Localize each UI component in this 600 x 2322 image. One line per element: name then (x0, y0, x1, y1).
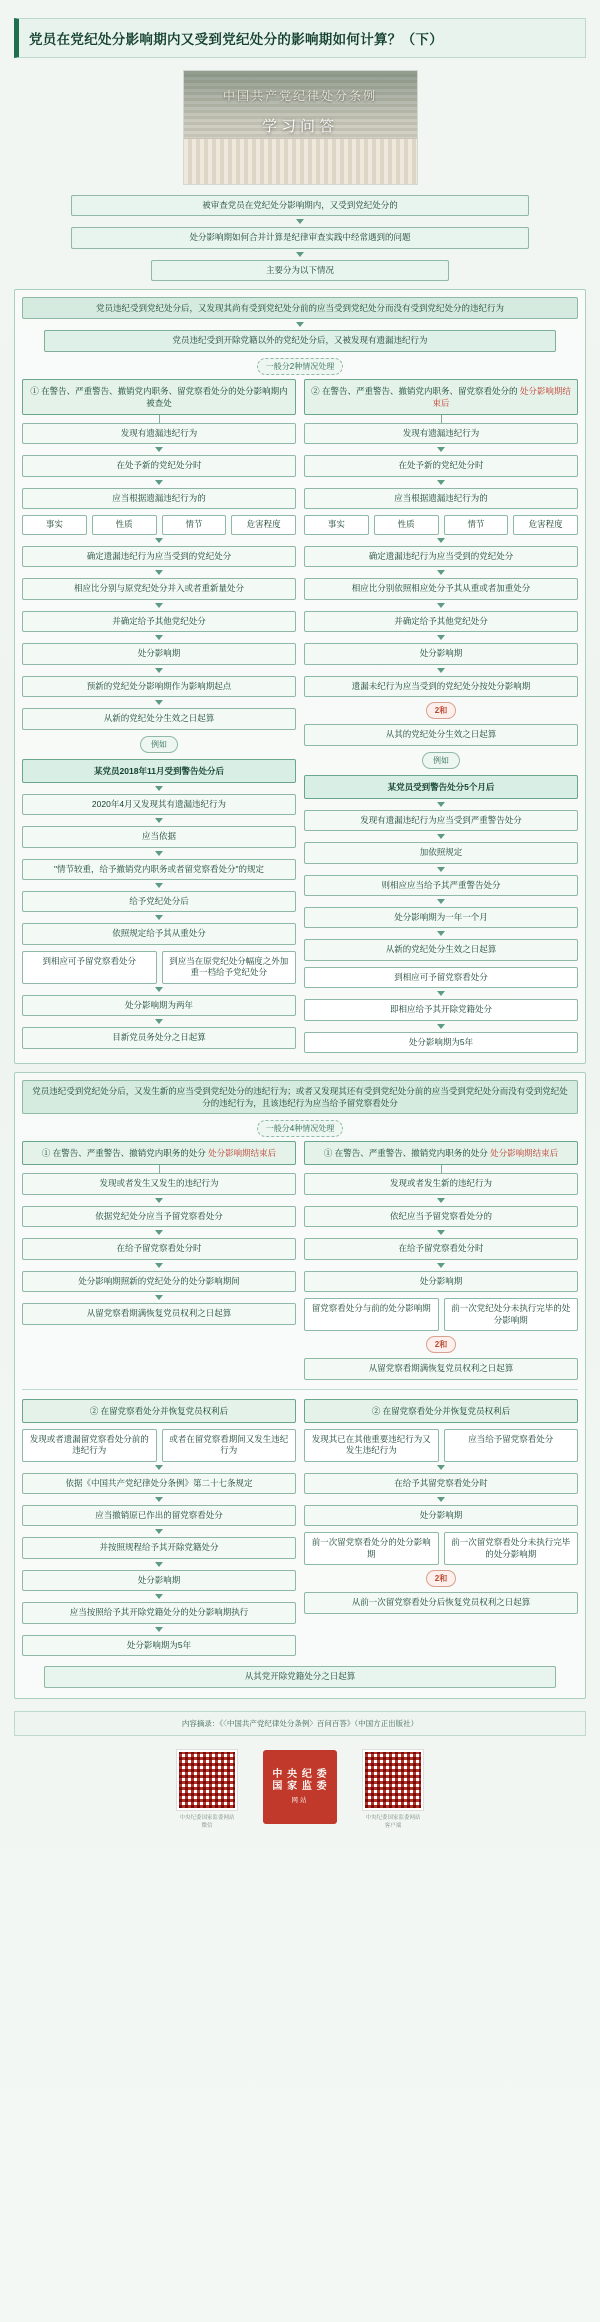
row-two-right-split-1: 发现其已在其他重要违纪行为又发生违纪行为 (304, 1429, 439, 1462)
left-after-3: 并确定给予其他党纪处分 (22, 611, 296, 632)
right-case-head: 某党员受到警告处分5个月后 (304, 775, 578, 799)
left-factor-1: 事实 (22, 515, 87, 534)
arrow-icon (437, 991, 445, 996)
intro-line-1: 被审查党员在党纪处分影响期内，又受到党纪处分的 (71, 195, 529, 216)
right-case-tail-2: 即相应给予其开除党籍处分 (304, 999, 578, 1020)
arrow-icon (155, 987, 163, 992)
arrow-icon (155, 1295, 163, 1300)
left-after-5: 预新的党纪处分影响期作为影响期起点 (22, 676, 296, 697)
row-one-left-step-3: 在给予留党察看处分时 (22, 1238, 296, 1259)
row-one-left-head-text: ① 在警告、严重警告、撤销党内职务的处分 (41, 1148, 206, 1159)
hero-line-1: 中国共产党纪律处分条例 (222, 89, 377, 103)
arrow-icon (155, 1230, 163, 1235)
left-step-3: 应当根据遗漏违纪行为的 (22, 488, 296, 509)
left-factor-2: 性质 (92, 515, 157, 534)
left-factor-row (22, 515, 296, 534)
right-branch-head-highlight: 处分影响期结束后 (432, 385, 571, 408)
section-two-row-one (22, 1141, 578, 1379)
row-two-left-step-1: 依据《中国共产党纪律处分条例》第二十七条规定 (22, 1473, 296, 1494)
right-after-1: 确定遗漏违纪行为应当受到的党纪处分 (304, 546, 578, 567)
row-two-right-sum-badge: 2和 (426, 1570, 456, 1587)
left-factor-3: 情节 (162, 515, 227, 534)
row-two-right-split (304, 1429, 578, 1462)
qr-left-caption: 中央纪委国家监委网站微信 (179, 1814, 235, 1829)
book-cover-image (183, 70, 418, 185)
arrow-icon (155, 818, 163, 823)
row-one-right-head-text: ① 在警告、严重警告、撤销党内职务的处分 (323, 1148, 488, 1159)
left-step-1: 发现有遗漏违纪行为 (22, 423, 296, 444)
row-one-left-step-4: 处分影响期照新的党纪处分的处分影响期间 (22, 1271, 296, 1292)
arrow-icon (437, 899, 445, 904)
arrow-icon (155, 668, 163, 673)
row-one-right-step-4: 处分影响期 (304, 1271, 578, 1292)
right-after-5: 遗漏未纪行为应当受到的党纪处分按处分影响期 (304, 676, 578, 697)
section-one-columns (22, 379, 578, 1053)
right-case-step-4: 处分影响期为一年一个月 (304, 907, 578, 928)
right-factor-row (304, 515, 578, 534)
arrow-icon (437, 1465, 445, 1470)
arrow-icon (155, 1529, 163, 1534)
right-after-3: 并确定给予其他党纪处分 (304, 611, 578, 632)
right-case-tail-3: 处分影响期为5年 (304, 1032, 578, 1053)
arrow-icon (155, 700, 163, 705)
left-case-split-1: 到相应可予留党察看处分 (22, 951, 157, 984)
hero-line-2: 学习问答 (261, 119, 338, 135)
left-after-2: 相应比分别与原党纪处分并入或者重新量处分 (22, 578, 296, 599)
right-after-2: 相应比分别依照相应处分予其从重或者加重处分 (304, 578, 578, 599)
row-two-right-step-1: 在给予其留党察看处分时 (304, 1473, 578, 1494)
section-one-right-branch (304, 379, 578, 1053)
source-note: 内容摘录：《〈中国共产党纪律处分条例〉百问百答》（中国方正出版社） (14, 1711, 586, 1736)
qr-code-icon[interactable] (177, 1750, 237, 1810)
left-case-split-2: 到应当在原党纪处分幅度之外加重一档给予党纪处分 (162, 951, 297, 984)
row-two-right-split-2: 应当给予留党察看处分 (444, 1429, 579, 1462)
arrow-icon (437, 931, 445, 936)
arrow-icon (155, 1198, 163, 1203)
qr-code-icon[interactable] (363, 1750, 423, 1810)
row-two-left-head: ② 在留党察看处分并恢复党员权利后 (22, 1399, 296, 1423)
arrow-icon (155, 1627, 163, 1632)
row-two-right-head: ② 在留党察看处分并恢复党员权利后 (304, 1399, 578, 1423)
right-case-step-2: 加依照规定 (304, 842, 578, 863)
arrow-icon (296, 322, 304, 327)
row-two-left-step-3: 并按照规程给予其开除党籍处分 (22, 1537, 296, 1558)
footer-logos (14, 1750, 586, 1829)
section-two-row-two (22, 1399, 578, 1657)
qr-code-left[interactable] (177, 1750, 237, 1829)
qr-code-right[interactable] (363, 1750, 423, 1829)
row-one-right-head-highlight: 处分影响期结束后 (490, 1148, 559, 1159)
right-factor-4: 危害程度 (513, 515, 578, 534)
left-step-2: 在处予新的党纪处分时 (22, 455, 296, 476)
section-one-tag: 一般分2种情况处理 (257, 358, 343, 375)
intro-line-2: 处分影响期如何合并计算是纪律审查实践中经常遇到的问题 (71, 227, 529, 248)
row-one-left-branch (22, 1141, 296, 1379)
row-one-right-step-1: 发现或者发生新的违纪行为 (304, 1173, 578, 1194)
arrow-icon (155, 1562, 163, 1567)
emblem-line-1: 中 央 纪 委 (272, 1768, 328, 1780)
right-case-step-3: 则相应应当给予其严重警告处分 (304, 875, 578, 896)
right-step-3: 应当根据遗漏违纪行为的 (304, 488, 578, 509)
right-case-step-5: 从新的党纪处分生效之日起算 (304, 939, 578, 960)
row-one-right-split (304, 1298, 578, 1331)
arrow-icon (437, 480, 445, 485)
row-one-right-branch (304, 1141, 578, 1379)
arrow-icon (437, 668, 445, 673)
row-two-left-step-6: 处分影响期为5年 (22, 1635, 296, 1656)
left-factor-4: 危害程度 (231, 515, 296, 534)
row-two-right-split-b (304, 1532, 578, 1565)
row-two-right-branch (304, 1399, 578, 1657)
arrow-icon (437, 538, 445, 543)
right-case-tail-1: 到相应可予留党察看处分 (304, 967, 578, 988)
right-branch-head (304, 379, 578, 415)
section-two-tag: 一般分4种情况处理 (257, 1120, 343, 1137)
right-after-4: 处分影响期 (304, 643, 578, 664)
section-one (14, 289, 586, 1064)
row-one-left-step-2: 依据党纪处分应当予留党察看处分 (22, 1206, 296, 1227)
section-one-subtitle: 党员违纪受到开除党籍以外的党纪处分后，又被发现有遗漏违纪行为 (44, 330, 556, 351)
arrow-icon (155, 851, 163, 856)
left-case-tail-1: 处分影响期为两年 (22, 995, 296, 1016)
arrow-icon (155, 1019, 163, 1024)
arrow-icon (155, 1263, 163, 1268)
left-after-6: 从新的党纪处分生效之日起算 (22, 708, 296, 729)
row-one-right-split-1: 留党察看处分与前的处分影响期 (304, 1298, 439, 1331)
left-case-step-2: 应当依据 (22, 826, 296, 847)
arrow-icon (296, 219, 304, 224)
row-two-right-split-b-1: 前一次留党察看处分的处分影响期 (304, 1532, 439, 1565)
row-one-right-split-2: 前一次党纪处分未执行完毕的处分影响期 (444, 1298, 579, 1331)
section-two-footer-tail: 从其党开除党籍处分之日起算 (44, 1666, 556, 1687)
arrow-icon (437, 635, 445, 640)
row-one-right-sum-badge: 2和 (426, 1336, 456, 1353)
left-example-label: 例如 (140, 736, 178, 753)
arrow-icon (155, 635, 163, 640)
arrow-icon (437, 447, 445, 452)
arrow-icon (155, 1497, 163, 1502)
left-case-step-5: 依照规定给予其从重处分 (22, 923, 296, 944)
row-one-left-step-1: 发现或者发生又发生的违纪行为 (22, 1173, 296, 1194)
arrow-icon (437, 603, 445, 608)
row-two-right-step-2: 处分影响期 (304, 1505, 578, 1526)
row-one-right-step-3: 在给予留党察看处分时 (304, 1238, 578, 1259)
arrow-icon (437, 1198, 445, 1203)
row-two-right-split-b-2: 前一次留党察看处分未执行完毕的处分影响期 (444, 1532, 579, 1565)
row-two-left-step-5: 应当按照给予其开除党籍处分的处分影响期执行 (22, 1602, 296, 1623)
left-case-step-3: "情节较重，给予撤销党内职务或者留党察看处分"的规定 (22, 859, 296, 880)
arrow-icon (437, 1024, 445, 1029)
arrow-icon (155, 915, 163, 920)
right-factor-1: 事实 (304, 515, 369, 534)
left-case-step-1: 2020年4月又发现其有遗漏违纪行为 (22, 794, 296, 815)
left-after-4: 处分影响期 (22, 643, 296, 664)
arrow-icon (437, 1497, 445, 1502)
arrow-icon (155, 538, 163, 543)
right-factor-3: 情节 (444, 515, 509, 534)
arrow-icon (437, 570, 445, 575)
left-after-1: 确定遗漏违纪行为应当受到的党纪处分 (22, 546, 296, 567)
left-case-step-4: 给予党纪处分后 (22, 891, 296, 912)
left-case-head: 某党员2018年11月受到警告处分后 (22, 759, 296, 783)
section-one-title: 党员违纪受到党纪处分后，又发现其尚有受到党纪处分前的应当受到党纪处分而没有受到党纪处分的违纪行为 (22, 297, 578, 319)
right-tail: 从其的党纪处分生效之日起算 (304, 724, 578, 745)
arrow-icon (296, 252, 304, 257)
row-one-left-step-5: 从留党察看期满恢复党员权利之日起算 (22, 1303, 296, 1324)
row-one-left-head (22, 1141, 296, 1165)
right-sum-badge: 2和 (426, 702, 456, 719)
left-case-split (22, 951, 296, 984)
arrow-icon (155, 883, 163, 888)
section-two (14, 1072, 586, 1699)
row-two-left-split-2: 或者在留党察看期间又发生违纪行为 (162, 1429, 297, 1462)
row-one-right-head (304, 1141, 578, 1165)
row-two-left-branch (22, 1399, 296, 1657)
right-step-1: 发现有遗漏违纪行为 (304, 423, 578, 444)
emblem-line-2: 国 家 监 委 (272, 1781, 328, 1793)
arrow-icon (155, 480, 163, 485)
book-pages-decoration (184, 138, 417, 184)
arrow-icon (437, 834, 445, 839)
row-two-right-tail: 从前一次留党察看处分后恢复党员权利之日起算 (304, 1592, 578, 1613)
arrow-icon (155, 570, 163, 575)
right-factor-2: 性质 (374, 515, 439, 534)
arrow-icon (437, 1230, 445, 1235)
qr-right-caption: 中央纪委国家监委网站客户端 (365, 1814, 421, 1829)
left-case-tail-2: 目新党员务处分之日起算 (22, 1027, 296, 1048)
page-title: 党员在党纪处分影响期内又受到党纪处分的影响期如何计算？（下） (14, 18, 586, 58)
arrow-icon (155, 447, 163, 452)
intro-line-3: 主要分为以下情况 (151, 260, 448, 281)
right-step-2: 在处予新的党纪处分时 (304, 455, 578, 476)
arrow-icon (155, 786, 163, 791)
row-one-right-step-2: 依纪应当予留党察看处分的 (304, 1206, 578, 1227)
arrow-icon (437, 1263, 445, 1268)
row-one-left-head-highlight: 处分影响期结束后 (208, 1148, 277, 1159)
left-branch-head: ① 在警告、严重警告、撤销党内职务、留党察看处分的处分影响期内被查处 (22, 379, 296, 415)
right-branch-head-text: ② 在警告、严重警告、撤销党内职务、留党察看处分的 (311, 385, 518, 396)
arrow-icon (155, 1594, 163, 1599)
arrow-icon (437, 802, 445, 807)
organization-emblem (263, 1750, 337, 1824)
row-two-left-step-2: 应当撤销原已作出的留党察看处分 (22, 1505, 296, 1526)
emblem-sub: 网站 (291, 1796, 309, 1804)
row-one-right-tail: 从留党察看期满恢复党员权利之日起算 (304, 1358, 578, 1379)
arrow-icon (155, 603, 163, 608)
section-one-left-branch (22, 379, 296, 1053)
divider (22, 1389, 578, 1390)
right-case-step-1: 发现有遗漏违纪行为应当受到严重警告处分 (304, 810, 578, 831)
row-two-left-split-1: 发现或者遗漏留党察看处分前的违纪行为 (22, 1429, 157, 1462)
arrow-icon (437, 867, 445, 872)
right-example-label: 例如 (422, 752, 460, 769)
row-two-left-step-4: 处分影响期 (22, 1570, 296, 1591)
section-two-title: 党员违纪受到党纪处分后，又发生新的应当受到党纪处分的违纪行为；或者又发现其还有受到党纪处分前的应当受到党纪处分而没有受到党纪处分的违纪行为，且该违纪行为应当给予留党察看处分 (22, 1080, 578, 1114)
row-two-left-split (22, 1429, 296, 1462)
arrow-icon (155, 1465, 163, 1470)
